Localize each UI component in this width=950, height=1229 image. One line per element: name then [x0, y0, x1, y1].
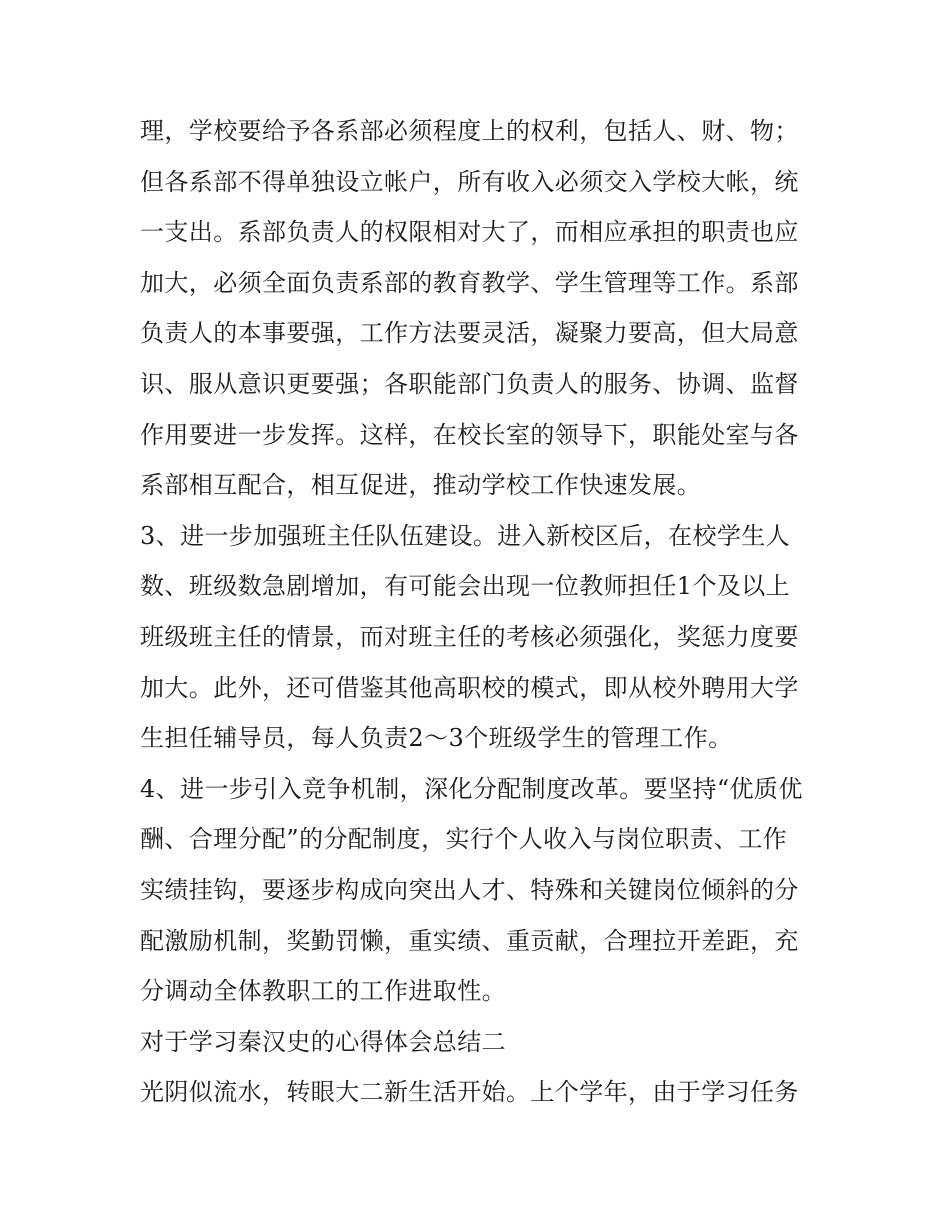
text-line: 数、班级数急剧增加，有可能会出现一位教师担任1个及以上	[140, 572, 791, 601]
text-line: 系部相互配合，相互促进，推动学校工作快速发展。	[140, 471, 702, 500]
text-line: 4、进一步引入竞争机制，深化分配制度改革。要坚持“优质优	[140, 774, 803, 803]
text-line: 加大。此外，还可借鉴其他高职校的模式，即从校外聘用大学	[140, 673, 799, 702]
text-line: 实绩挂钩，要逐步构成向突出人才、特殊和关键岗位倾斜的分	[140, 875, 799, 904]
text-line: 一支出。系部负责人的权限相对大了，而相应承担的职责也应	[140, 218, 799, 247]
section-heading: 对于学习秦汉史的心得体会总结二	[140, 1027, 506, 1056]
text-line: 3、进一步加强班主任队伍建设。进入新校区后，在校学生人	[140, 521, 791, 550]
text-line: 酬、合理分配”的分配制度，实行个人收入与岗位职责、工作	[140, 825, 788, 854]
text-line: 分调动全体教职工的工作进取性。	[140, 977, 506, 1006]
text-line: 作用要进一步发挥。这样，在校长室的领导下，职能处室与各	[140, 420, 799, 449]
text-line: 识、服从意识更要强；各职能部门负责人的服务、协调、监督	[140, 369, 799, 398]
text-line: 加大，必须全面负责系部的教育教学、学生管理等工作。系部	[140, 268, 799, 297]
text-line: 配激励机制，奖勤罚懒，重实绩、重贡献，合理拉开差距，充	[140, 926, 799, 955]
text-line: 生担任辅导员，每人负责2～3个班级学生的管理工作。	[140, 724, 733, 753]
text-line: 负责人的本事要强，工作方法要灵活，凝聚力要高，但大局意	[140, 319, 799, 348]
text-line: 班级班主任的情景，而对班主任的考核必须强化，奖惩力度要	[140, 622, 799, 651]
document-body	[140, 106, 820, 1118]
text-line: 光阴似流水，转眼大二新生活开始。上个学年，由于学习任务	[140, 1078, 799, 1107]
text-line: 但各系部不得单独设立帐户，所有收入必须交入学校大帐，统	[140, 167, 799, 196]
text-line: 理，学校要给予各系部必须程度上的权利，包括人、财、物；	[140, 117, 799, 145]
